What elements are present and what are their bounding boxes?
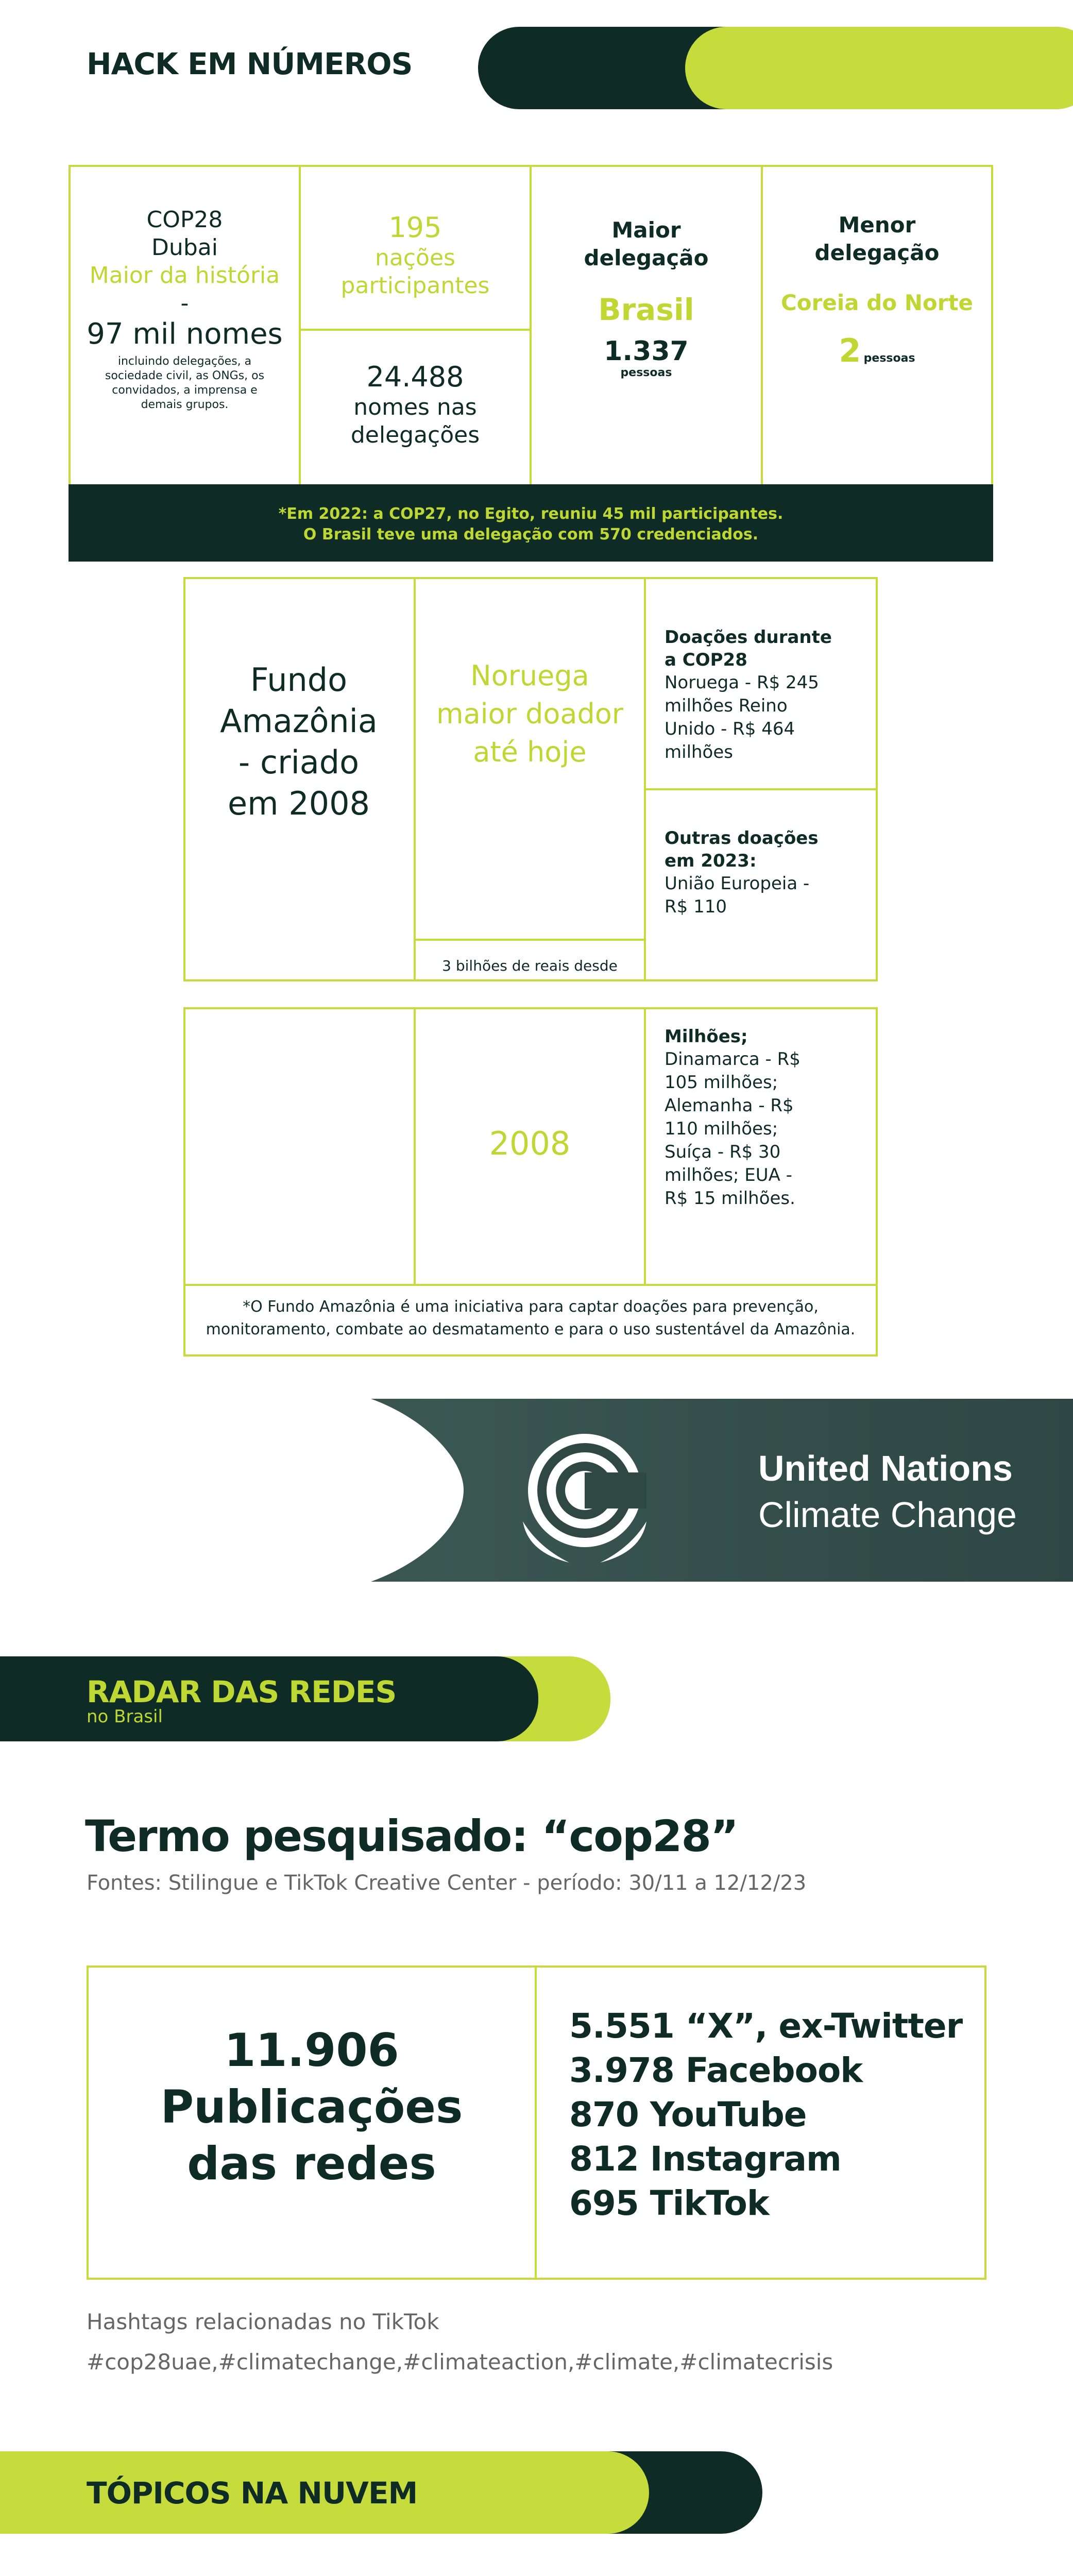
- radar-title: RADAR DAS REDES: [87, 1674, 397, 1709]
- topicos-title: TÓPICOS NA NUVEM: [87, 2476, 418, 2511]
- smallest-num: 2: [839, 332, 861, 369]
- nations-cell: [301, 211, 530, 300]
- youtube-count: 870 YouTube: [569, 2095, 807, 2134]
- total-label: Publicações das redes: [160, 2080, 463, 2190]
- don-title: Doações durante a COP28: [665, 627, 832, 670]
- nations-num: 195: [388, 211, 442, 244]
- grid-divider: [414, 939, 645, 941]
- smallest-country: Coreia do Norte: [780, 290, 974, 315]
- grid-divider: [535, 1965, 537, 2280]
- grid-divider: [644, 1007, 646, 1285]
- fundo-title: [196, 659, 402, 824]
- names-detail: incluindo delegações, a sociedade civil, as ONGs, os convidados, a imprensa e demais grupos.: [105, 355, 265, 411]
- un-climate-banner: [0, 1399, 1073, 1582]
- millions-text: Dinamarca - R$ 105 milhões; Alemanha - R$ 110 milhões; Suíça - R$ 30 milhões; EUA - R$ 15 milhões.: [665, 1049, 801, 1209]
- cop-city: Dubai: [151, 234, 218, 261]
- largest-num: 1.337: [604, 336, 689, 367]
- note-line1: *Em 2022: a COP27, no Egito, reuniu 45 mil participantes.: [278, 505, 784, 523]
- year-cell: [416, 1123, 644, 1164]
- millions-cell: [665, 1025, 865, 1210]
- hashtags: #cop28uae,#climatechange,#climateaction,#climate,#climatecrisis: [87, 2349, 833, 2375]
- don-text: Noruega - R$ 245 milhões Reino Unido - R$ 464 milhões: [665, 672, 819, 762]
- billions-cell: [416, 957, 644, 975]
- x-count: 5.551 “X”, ex-Twitter: [569, 2006, 963, 2046]
- grid-divider: [299, 329, 531, 331]
- cop28-cell: [71, 206, 299, 412]
- other-donations-cell: [665, 827, 860, 919]
- un-line1: United Nations: [758, 1448, 1013, 1488]
- instagram-count: 812 Instagram: [569, 2139, 841, 2179]
- largest-unit: pessoas: [620, 366, 672, 379]
- banner-background-shape: [0, 1399, 464, 1582]
- note-line2: O Brasil teve uma delegação com 570 credenciados.: [303, 526, 759, 544]
- cop-history: Maior da história: [89, 262, 280, 289]
- largest-country: Brasil: [598, 292, 694, 327]
- grid-divider: [414, 577, 416, 981]
- facebook-count: 3.978 Facebook: [569, 2050, 863, 2090]
- donations-cell: [665, 626, 860, 764]
- smallest-unit: pessoas: [863, 352, 915, 365]
- other-title: Outras doações em 2023:: [665, 828, 819, 871]
- smallest-title: Menor delegação: [814, 212, 940, 265]
- billions-text: 3 bilhões de reais desde: [442, 957, 618, 974]
- un-emblem-icon: [507, 1413, 662, 1568]
- largest-title: Maior delegação: [584, 217, 709, 270]
- deleg-label: nomes nas delegações: [350, 394, 480, 448]
- network-list: [569, 2004, 962, 2226]
- fundo-footnote: [185, 1285, 876, 1355]
- names-count: 97 mil nomes: [87, 317, 283, 351]
- radar-subtitle: no Brasil: [87, 1706, 163, 1727]
- sources: Fontes: Stilingue e TikTok Creative Center - período: 30/11 a 12/12/23: [87, 1871, 807, 1895]
- grid-divider: [644, 577, 646, 981]
- grid-divider: [644, 788, 878, 790]
- total-num: 11.906: [224, 2024, 399, 2077]
- largest-cell: [532, 216, 761, 380]
- millions-title: Milhões;: [665, 1026, 748, 1047]
- nations-label: nações participantes: [340, 245, 490, 299]
- tiktok-count: 695 TikTok: [569, 2183, 769, 2223]
- hashtags-label: Hashtags relacionadas no TikTok: [87, 2309, 439, 2334]
- dash: -: [180, 290, 189, 316]
- un-line2: Climate Change: [758, 1495, 1017, 1535]
- fundo-footnote-text: *O Fundo Amazônia é uma iniciativa para captar doações para prevenção, monitoramento, combate ao desmatamento e para o uso sustentável da Amazônia.: [206, 1298, 856, 1338]
- year-text: 2008: [489, 1125, 571, 1162]
- hack-note-bar: [69, 484, 993, 562]
- smallest-line: [763, 332, 991, 369]
- hack-title: HACK EM NÚMEROS: [87, 46, 413, 81]
- deleg-num: 24.488: [366, 361, 464, 393]
- total-publications: [89, 2022, 535, 2192]
- other-text: União Europeia - R$ 110: [665, 873, 810, 917]
- fundo-title-text: Fundo Amazônia - criado em 2008: [220, 661, 378, 822]
- norway-cell: [416, 657, 644, 771]
- norway-text: Noruega maior doador até hoje: [436, 659, 624, 768]
- smallest-cell: [763, 211, 991, 369]
- search-term: Termo pesquisado: “cop28”: [85, 1811, 738, 1861]
- header-pill-green: [685, 27, 1073, 109]
- hack-header: [0, 0, 1073, 139]
- delegations-cell: [301, 361, 530, 449]
- cop-name: COP28: [146, 207, 223, 233]
